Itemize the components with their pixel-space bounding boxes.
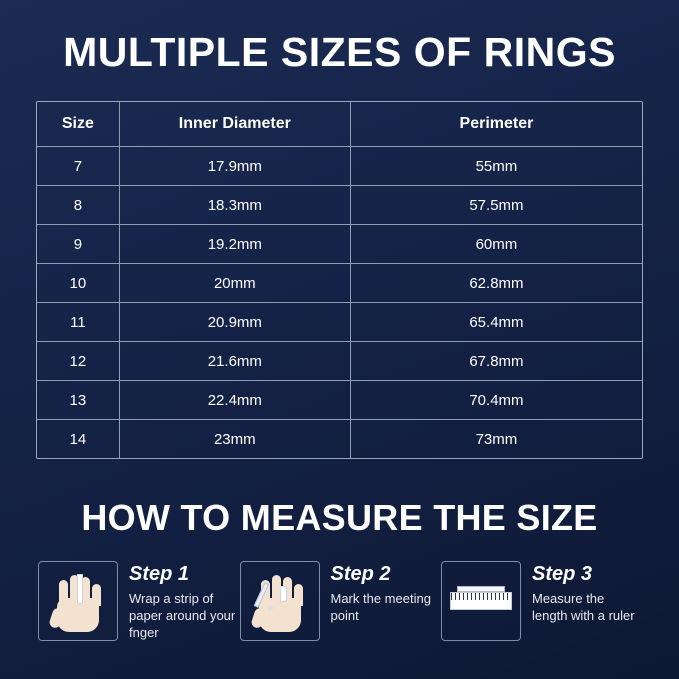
ruler-illustration bbox=[450, 592, 512, 610]
ring-size-table-wrapper bbox=[36, 101, 643, 459]
step-1-heading: Step 1 bbox=[129, 563, 190, 585]
measure-steps bbox=[36, 561, 643, 641]
ring-size-table bbox=[37, 102, 642, 458]
page-title: MULTIPLE SIZES OF RINGS bbox=[63, 29, 616, 75]
cell-perimeter: 73mm bbox=[475, 430, 518, 448]
hand-with-paper-strip-icon bbox=[38, 561, 118, 641]
step-1-text bbox=[118, 561, 238, 641]
cell-inner-diameter: 19.2mm bbox=[119, 225, 350, 264]
column-header-inner-diameter: Inner Diameter bbox=[119, 102, 350, 147]
step-3 bbox=[441, 561, 641, 641]
cell-size: 12 bbox=[37, 342, 119, 381]
cell-inner-diameter: 21.6mm bbox=[119, 342, 350, 381]
cell-size: 13 bbox=[37, 381, 119, 420]
paper-strip bbox=[457, 586, 505, 592]
cell-inner-diameter: 17.9mm bbox=[119, 147, 350, 186]
paper-strip bbox=[77, 574, 83, 604]
cell-size: 7 bbox=[37, 147, 119, 186]
cell-perimeter: 60mm bbox=[350, 225, 642, 264]
table-header-row bbox=[37, 102, 642, 147]
column-header-size: Size bbox=[37, 102, 119, 147]
step-1 bbox=[38, 561, 238, 641]
step-2-text bbox=[320, 561, 440, 624]
table-row bbox=[37, 342, 642, 381]
step-3-text bbox=[521, 561, 641, 624]
cell-size: 11 bbox=[37, 303, 119, 342]
cell-size: 14 bbox=[37, 420, 119, 459]
cell-size: 10 bbox=[37, 264, 119, 303]
step-3-heading: Step 3 bbox=[532, 563, 593, 585]
table-row bbox=[37, 420, 642, 459]
column-header-perimeter: Perimeter bbox=[350, 102, 642, 147]
cell-size: 8 bbox=[37, 186, 119, 225]
cell-perimeter: 55mm bbox=[350, 147, 642, 186]
table-row bbox=[37, 381, 642, 420]
cell-inner-diameter: 18.3mm bbox=[119, 186, 350, 225]
cell-perimeter: 57.5mm bbox=[350, 186, 642, 225]
hand-with-pen-icon bbox=[240, 561, 320, 641]
step-3-description: Measure the length with a ruler bbox=[532, 591, 635, 624]
cell-inner-diameter: 22.4mm bbox=[119, 381, 350, 420]
step-2 bbox=[240, 561, 440, 641]
hand-illustration bbox=[253, 574, 307, 632]
cell-perimeter: 65.4mm bbox=[350, 303, 642, 342]
paper-strip bbox=[280, 586, 287, 602]
step-1-description: Wrap a strip of paper around your fnger bbox=[129, 591, 236, 641]
table-row bbox=[37, 186, 642, 225]
cell-perimeter: 62.8mm bbox=[350, 264, 642, 303]
cell-size: 9 bbox=[37, 225, 119, 264]
table-row bbox=[37, 147, 642, 186]
table-row bbox=[37, 225, 642, 264]
table-row bbox=[37, 303, 642, 342]
step-2-description: Mark the meeting point bbox=[330, 591, 431, 624]
table-row bbox=[37, 264, 642, 303]
step-2-heading: Step 2 bbox=[330, 563, 391, 585]
measure-section-title: HOW TO MEASURE THE SIZE bbox=[81, 497, 598, 538]
cell-perimeter: 70.4mm bbox=[350, 381, 642, 420]
cell-inner-diameter: 20mm bbox=[119, 264, 350, 303]
cell-inner-diameter: 23mm bbox=[119, 420, 350, 459]
cell-inner-diameter: 20.9mm bbox=[119, 303, 350, 342]
hand-illustration bbox=[51, 574, 105, 632]
cell-perimeter: 67.8mm bbox=[350, 342, 642, 381]
ruler-ticks bbox=[451, 593, 511, 600]
ruler-icon bbox=[441, 561, 521, 641]
